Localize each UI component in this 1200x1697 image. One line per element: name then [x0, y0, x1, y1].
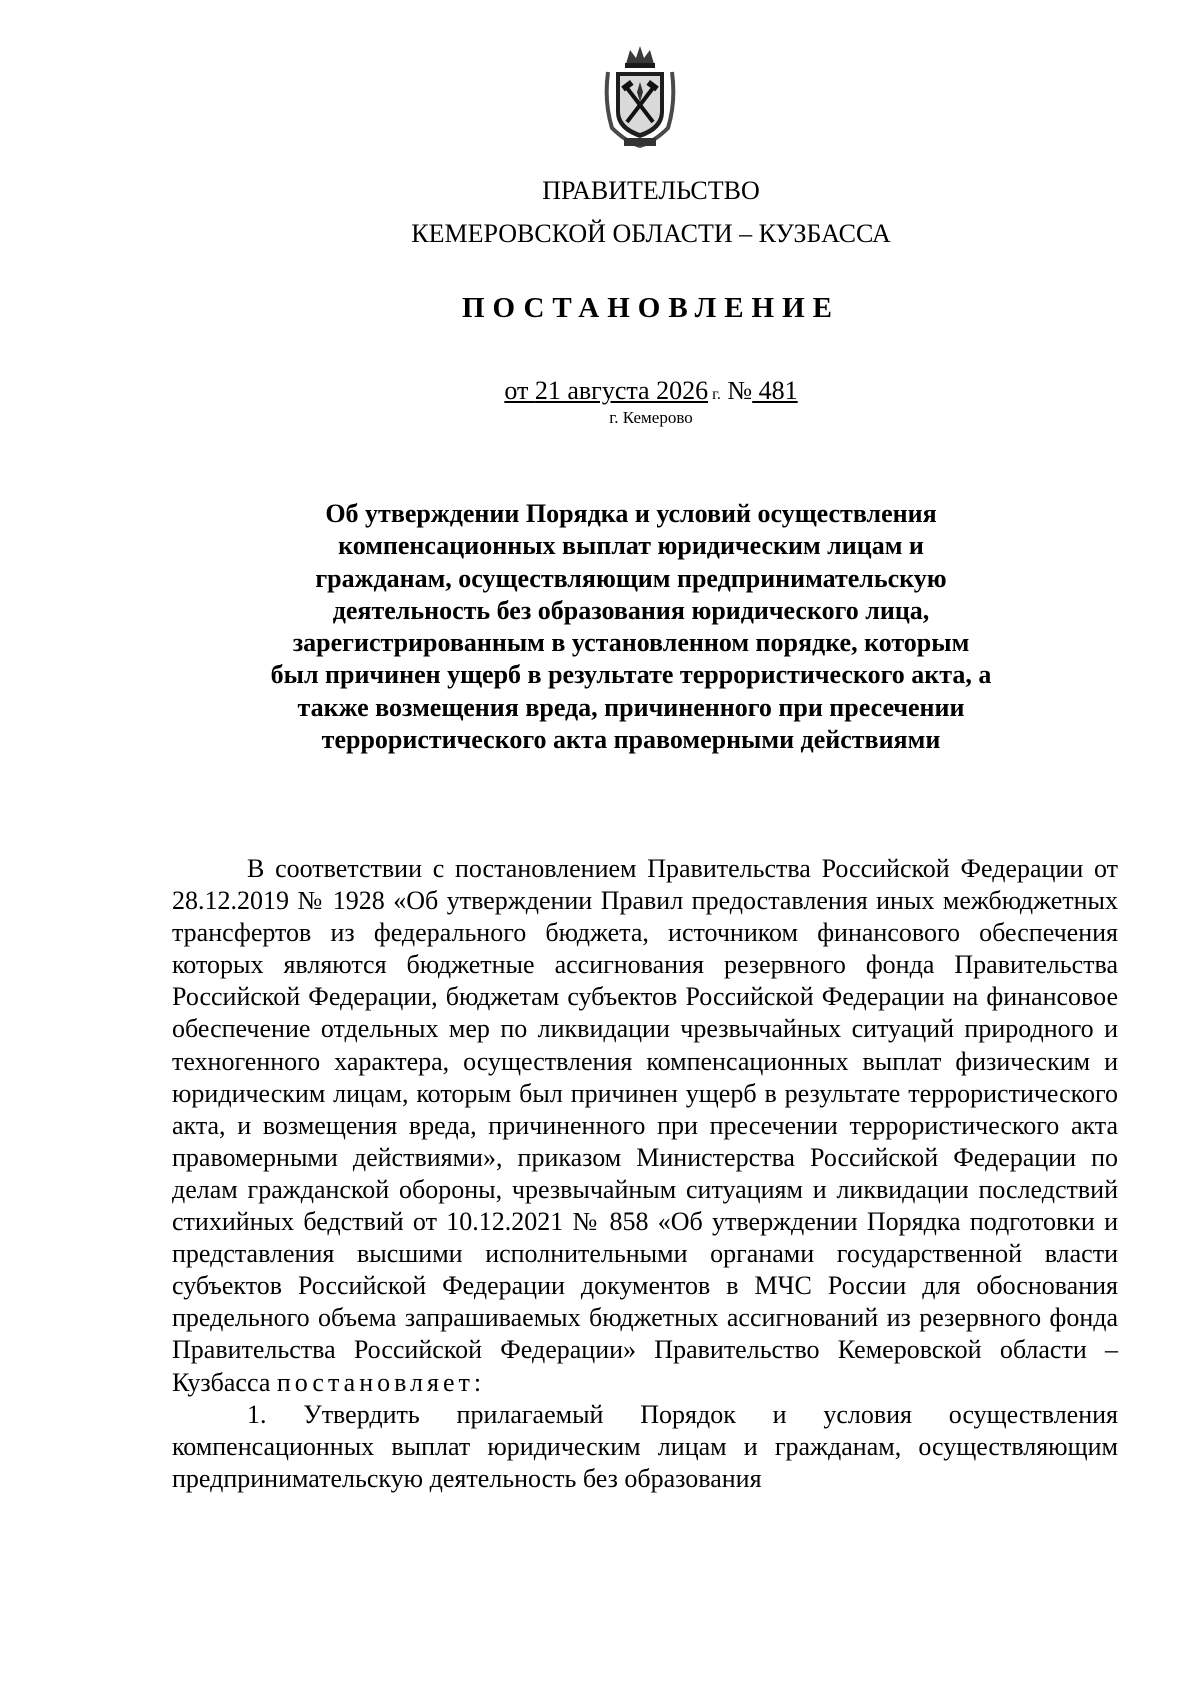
government-name-line2: КЕМЕРОВСКОЙ ОБЛАСТИ – КУЗБАССА: [411, 219, 891, 248]
coat-of-arms-icon: [600, 42, 680, 152]
decree-verb: постановляет:: [276, 1367, 486, 1397]
date-prefix: от: [504, 376, 535, 405]
date-number-line: [51, 376, 1200, 406]
year-suffix: г.: [708, 386, 721, 403]
decree-body: [172, 853, 1118, 1495]
city-name: г. Кемерово: [609, 408, 693, 427]
number-sign: №: [720, 376, 753, 405]
paragraph-item-1: 1. Утвердить прилагаемый Порядок и условия осуществления компенсационных выплат юридическим лицам и гражданам, осуществляющим предпринимательскую деятельность без образования: [172, 1399, 1118, 1493]
paragraph-preamble: [172, 853, 1118, 1399]
preamble-text: В соответствии с постановлением Правительства Российской Федерации от 28.12.2019 № 1928 «Об утверждении Правил предоставления иных межбюджетных трансфертов из федерального бюджета, источником финансового обеспечения которых являются бюджетные ассигнования резервного фонда Правительства Российской Федерации, бюджетам субъектов Российской Федерации на финансовое обеспечение отдельных мер по ликвидации чрезвычайных ситуаций природного и техногенного характера, осуществления компенсационных выплат физическим и юридическим лицам, которым был причинен ущерб в результате террористического акта, и возмещения вреда, причиненного при пресечении террористического акта правомерными действиями», приказом Министерства Российской Федерации по делам гражданской обороны, чрезвычайным ситуациям и ликвидации последствий стихийных бедствий от 10.12.2021 № 858 «Об утверждении Порядка подготовки и представления высшими исполнительными органами государственной власти субъектов Российской Федерации документов в МЧС России для обоснования предельного объема запрашиваемых бюджетных ассигнований из резервного фонда Правительства Российской Федерации» Правительство Кемеровской области – Кузбасса: [172, 854, 1118, 1397]
decree-date: 21 августа 2026: [534, 376, 709, 405]
document-type-heading: ПОСТАНОВЛЕНИЕ: [461, 292, 840, 324]
decree-title: Об утверждении Порядка и условий осуществления компенсационных выплат юридическим лицам и гражданам, осуществляющим предпринимательскую деятельность без образования юридического лица, зарегистрированным в установленном порядке, которым был причинен ущерб в результате террористического акта, а также возмещения вреда, причиненного при пресечении террористического акта правомерными действиями: [270, 499, 992, 755]
government-name-line1: ПРАВИТЕЛЬСТВО: [542, 176, 760, 205]
decree-number: 481: [752, 376, 798, 405]
